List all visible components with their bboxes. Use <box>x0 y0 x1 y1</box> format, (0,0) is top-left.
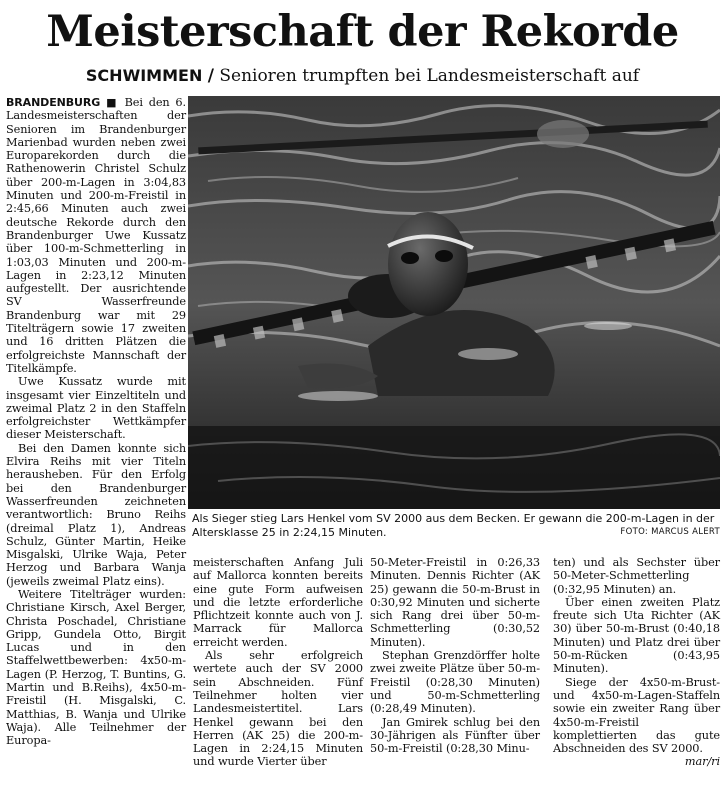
paragraph: meisterschaften Anfang Juli auf Mallorca konnten bereits eine gute Form aufweisen und die letzte erforderliche Pflichtzeit konnte auch von J. Marrack für Mallorca erreicht werden. <box>193 556 363 649</box>
dateline: BRANDENBURG ■ <box>6 96 119 109</box>
lead-paragraph <box>6 96 186 375</box>
paragraph-text: Bei den 6. Landesmeisterschaften der Senioren im Brandenburger Marienbad wurden neben zwei Europarekorden durch die Rathenowerin Christel Schulz über 200-m-Lagen in 3:04,83 Minuten und 200-m-Freistil in 2:45,66 Minuten auch zwei deutsche Rekorde durch den Brandenburger Uwe Kussatz über 100-m-Schmetterling in 1:03,03 Minuten und 200-m-Lagen in 2:23,12 Minuten aufgestellt. Der ausrichtende SV Wasserfreunde Brandenburg war mit 29 Titelträgern sowie 17 zweiten und 16 dritten Plätzen die erfolgreichste Mannschaft der Titelkämpfe. <box>6 96 186 375</box>
paragraph: 50-Meter-Freistil in 0:26,33 Minuten. Dennis Richter (AK 25) gewann die 50-m-Brust in 0:30,92 Minuten und sicherte sich Rang drei über 50-m-Schmetterling (0:30,52 Minuten). <box>370 556 540 649</box>
subheadline-row <box>0 64 725 88</box>
author-signature: mar/ri <box>684 755 720 769</box>
text-column-1 <box>6 96 186 748</box>
text-column-2 <box>193 556 363 769</box>
article-photo <box>188 96 720 509</box>
paragraph: Bei den Damen konnte sich Elvira Reihs mit vier Titeln herausheben. Für den Erfolg bei den Brandenburger Wasserfreunden zeichneten verantwortlich: Bruno Reihs (dreimal Platz 1), Andreas Schulz, Günter Martin, Heike Misgalski, Ulrike Waja, Peter Herzog und Barbara Wanja (jeweils zweimal Platz eins). <box>6 441 186 588</box>
paragraph: ten) und als Sechster über 50-Meter-Schmetterling (0:32,95 Minuten) an. <box>553 556 720 596</box>
text-column-4 <box>553 556 720 769</box>
swimmer-photo-illustration <box>188 96 720 509</box>
paragraph: Uwe Kussatz wurde mit insgesamt vier Einzeltiteln und zweimal Platz 2 in den Staffeln erfolgreichster Wettkämpfer dieser Meisterschaft. <box>6 375 186 442</box>
paragraph-text: Siege der 4x50-m-Brust- und 4x50-m-Lagen-Staffeln sowie ein zweiter Rang über 4x50-m-Freistil komplettierten das gute Abschneiden des SV 2000. <box>553 675 720 756</box>
headline: Meisterschaft der Rekorde <box>46 7 679 57</box>
kicker: SCHWIMMEN <box>85 66 203 85</box>
text-column-3 <box>370 556 540 755</box>
photo-credit: FOTO: MARCUS ALERT <box>620 527 720 537</box>
paragraph: Jan Gmirek schlug bei den 30-Jährigen als Fünfter über 50-m-Freistil (0:28,30 Minu- <box>370 715 540 756</box>
kicker-separator: / <box>207 66 214 86</box>
paragraph: Weitere Titelträger wurden: Christiane Kirsch, Axel Berger, Christa Poschadel, Christiane Gripp, Gundela Otto, Birgit Lucas und in den Staffelwettbewerben: 4x50-m-Lagen (P. Herzog, T. Buntins, G. Martin und B.Reihs), 4x50-m-Freistil (H. Misgalski, C. Matthias, B. Wanja und Ulrike Waja). Alle Teilnehmer der Europa- <box>6 587 186 748</box>
photo-caption: Als Sieger stieg Lars Henkel vom SV 2000 aus dem Becken. Er gewann die 200-m-Lagen in der Altersklasse 25 in 2:24,15 Minuten. <box>192 512 715 539</box>
paragraph: Über einen zweiten Platz freute sich Uta Richter (AK 30) über 50-m-Brust (0:40,18 Minuten) und Platz drei über 50-m-Rücken (0:43,95 Minuten). <box>553 595 720 676</box>
paragraph <box>553 675 720 769</box>
subheadline: Senioren trumpften bei Landesmeisterschaft auf <box>219 66 640 86</box>
paragraph: Als sehr erfolgreich wertete auch der SV 2000 sein Abschneiden. Fünf Teilnehmer holten vier Landesmeistertitel. Lars Henkel gewann bei den Herren (AK 25) die 200-m-Lagen in 2:24,15 Minuten und wurde Vierter über <box>193 649 363 769</box>
paragraph: Stephan Grenzdörffer holte zwei zweite Plätze über 50-m-Freistil (0:28,30 Minuten) und 50-m-Schmetterling (0:28,49 Minuten). <box>370 649 540 716</box>
